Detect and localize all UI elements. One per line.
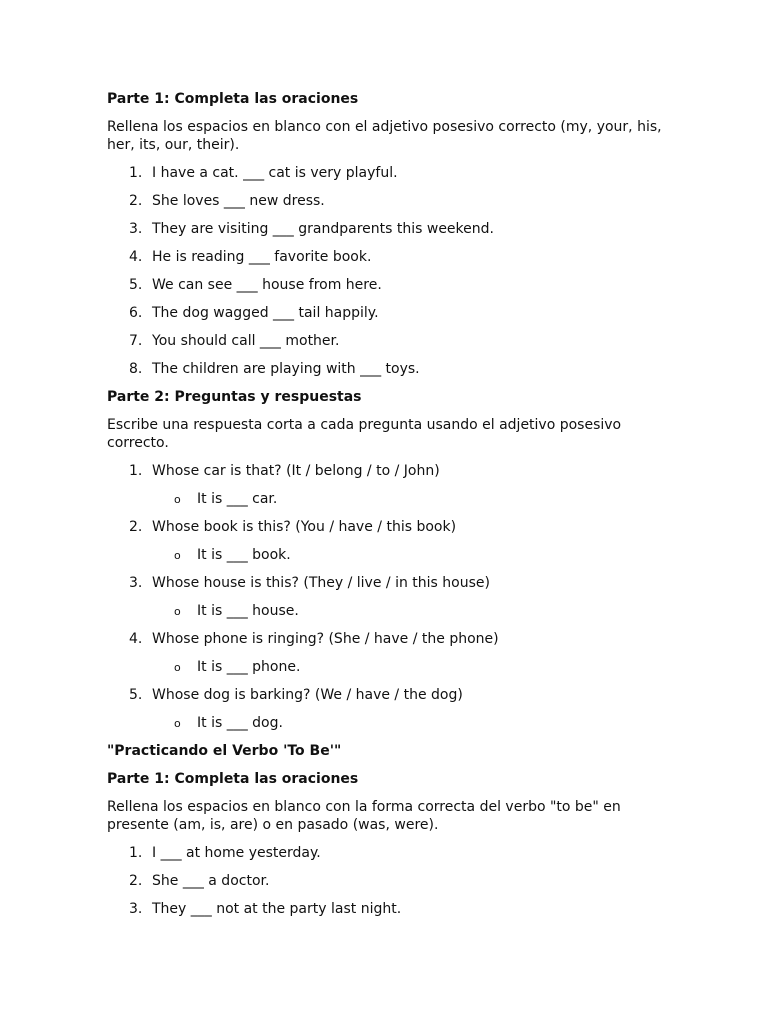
item-number: 3. — [129, 575, 143, 591]
part1-instruction: Rellena los espacios en blanco con el adjetivo posesivo correcto (my, your, his, her, its, our, their). — [107, 119, 662, 153]
item-number: 1. — [129, 845, 143, 861]
item-number: 1. — [129, 463, 143, 479]
question-item — [107, 574, 667, 620]
question-text: Whose dog is barking? (We / have / the dog) — [152, 687, 463, 703]
list-item — [107, 164, 667, 182]
answer-text: It is ___ car. — [197, 491, 278, 507]
answer-text: It is ___ dog. — [197, 715, 283, 731]
bullet-icon: o — [174, 661, 181, 674]
part2-list — [107, 462, 667, 732]
answer-list — [152, 546, 667, 564]
item-number: 3. — [129, 901, 143, 917]
item-number: 6. — [129, 305, 143, 321]
part1-list — [107, 164, 667, 378]
item-number: 5. — [129, 687, 143, 703]
section2-title: "Practicando el Verbo 'To Be'" — [107, 743, 342, 759]
item-text: He is reading ___ favorite book. — [152, 249, 372, 265]
item-number: 4. — [129, 631, 143, 647]
list-item — [107, 220, 667, 238]
answer-list — [152, 602, 667, 620]
item-number: 1. — [129, 165, 143, 181]
answer-item — [152, 714, 667, 732]
item-number: 3. — [129, 221, 143, 237]
list-item — [107, 276, 667, 294]
answer-list — [152, 658, 667, 676]
item-number: 4. — [129, 249, 143, 265]
answer-item — [152, 602, 667, 620]
item-number: 2. — [129, 519, 143, 535]
list-item — [107, 248, 667, 266]
answer-text: It is ___ book. — [197, 547, 291, 563]
document-content — [107, 90, 667, 928]
answer-text: It is ___ house. — [197, 603, 299, 619]
item-text: She ___ a doctor. — [152, 873, 270, 889]
item-text: The dog wagged ___ tail happily. — [152, 305, 379, 321]
answer-list — [152, 714, 667, 732]
item-text: We can see ___ house from here. — [152, 277, 382, 293]
item-text: You should call ___ mother. — [152, 333, 340, 349]
item-text: They ___ not at the party last night. — [152, 901, 402, 917]
part2-instruction: Escribe una respuesta corta a cada pregunta usando el adjetivo posesivo correcto. — [107, 417, 622, 451]
item-number: 7. — [129, 333, 143, 349]
question-item — [107, 518, 667, 564]
answer-item — [152, 490, 667, 508]
section2-list — [107, 844, 667, 918]
list-item — [107, 304, 667, 322]
answer-item — [152, 546, 667, 564]
bullet-icon: o — [174, 717, 181, 730]
section2-part1-heading: Parte 1: Completa las oraciones — [107, 771, 359, 787]
bullet-icon: o — [174, 549, 181, 562]
item-number: 8. — [129, 361, 143, 377]
item-text: The children are playing with ___ toys. — [152, 361, 420, 377]
question-text: Whose book is this? (You / have / this book) — [152, 519, 457, 535]
part2-heading: Parte 2: Preguntas y respuestas — [107, 389, 362, 405]
item-number: 5. — [129, 277, 143, 293]
question-text: Whose house is this? (They / live / in this house) — [152, 575, 490, 591]
question-item — [107, 630, 667, 676]
item-text: I have a cat. ___ cat is very playful. — [152, 165, 398, 181]
bullet-icon: o — [174, 605, 181, 618]
bullet-icon: o — [174, 493, 181, 506]
item-text: I ___ at home yesterday. — [152, 845, 321, 861]
item-number: 2. — [129, 873, 143, 889]
section2-instruction: Rellena los espacios en blanco con la forma correcta del verbo "to be" en presente (am, is, are) o en pasado (was, were). — [107, 799, 621, 833]
answer-item — [152, 658, 667, 676]
item-text: She loves ___ new dress. — [152, 193, 325, 209]
item-number: 2. — [129, 193, 143, 209]
question-item — [107, 686, 667, 732]
answer-text: It is ___ phone. — [197, 659, 301, 675]
question-item — [107, 462, 667, 508]
question-text: Whose car is that? (It / belong / to / John) — [152, 463, 440, 479]
question-text: Whose phone is ringing? (She / have / the phone) — [152, 631, 499, 647]
part1-heading: Parte 1: Completa las oraciones — [107, 91, 359, 107]
list-item — [107, 900, 667, 918]
answer-list — [152, 490, 667, 508]
list-item — [107, 360, 667, 378]
list-item — [107, 332, 667, 350]
list-item — [107, 844, 667, 862]
list-item — [107, 872, 667, 890]
list-item — [107, 192, 667, 210]
item-text: They are visiting ___ grandparents this weekend. — [152, 221, 494, 237]
